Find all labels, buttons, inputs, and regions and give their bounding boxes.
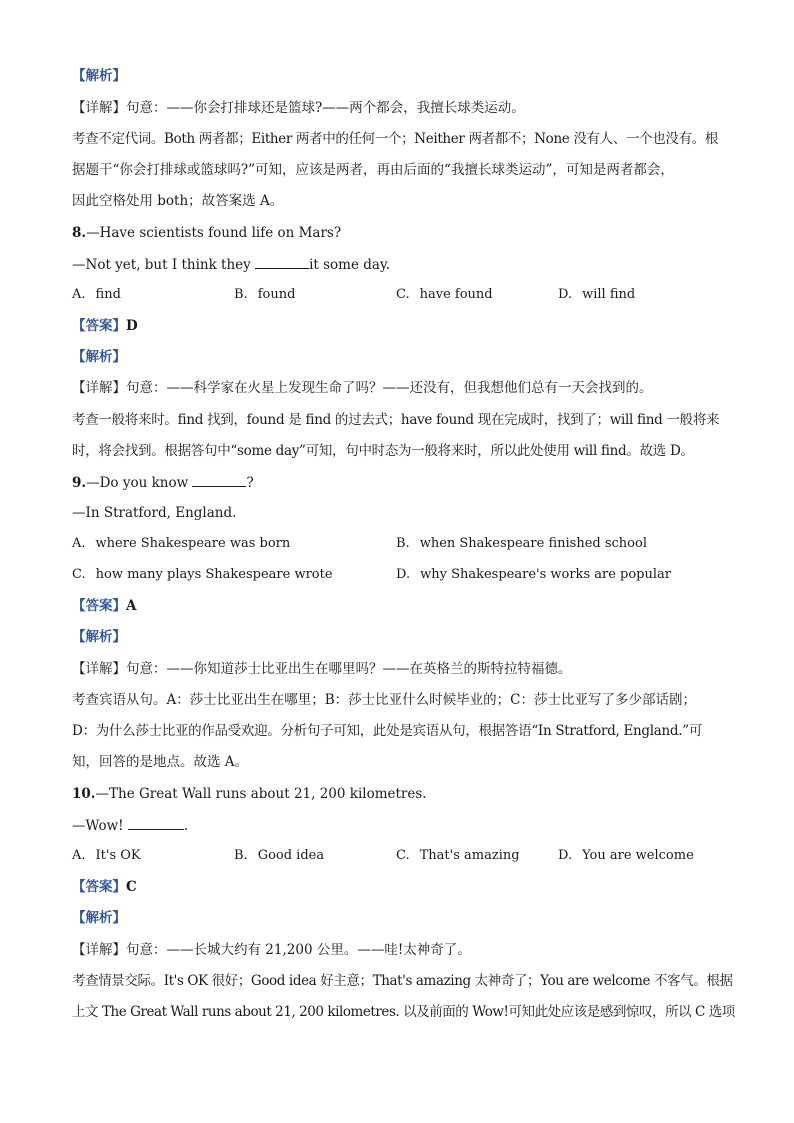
question-text: it some day.: [309, 257, 391, 273]
question-text: —Not yet, but I think they: [72, 257, 256, 273]
explanation-line: 考查一般将来时。find 找到，found 是 find 的过去式；have found 现在完成时，找到了；will find 一般将来: [72, 412, 720, 428]
explanation-line: 知，回答的是地点。故选 A。: [72, 754, 249, 770]
option-d: D. You are welcome: [558, 848, 694, 863]
question-stem: —In Stratford, England.: [72, 505, 237, 521]
option-b: B. when Shakespeare finished school: [396, 536, 647, 551]
question-text: —Wow!: [72, 818, 128, 834]
detail-line: 【详解】句意：——你会打排球还是篮球?——两个都会，我擅长球类运动。: [72, 100, 525, 116]
explanation-line: 考查情景交际。It's OK 很好；Good idea 好主意；That's amazing 太神奇了；You are welcome 不客气。根据: [72, 973, 733, 989]
answer-blank: [192, 472, 246, 487]
question-stem: [72, 815, 722, 836]
question-text: ?: [246, 475, 254, 491]
question-stem: [72, 223, 722, 243]
answer-line: [72, 596, 722, 616]
option-d: D. will find: [558, 287, 636, 302]
option-b: B. found: [234, 287, 296, 302]
question-text: —Have scientists found life on Mars?: [86, 225, 342, 241]
answer-line: [72, 877, 722, 897]
question-stem: [72, 784, 722, 804]
question-text: —Do you know: [86, 475, 193, 491]
explanation-line: 考查不定代词。Both 两者都；Either 两者中的任何一个；Neither 两者都不；None 没有人、一个也没有。根: [72, 131, 719, 147]
answer-blank: [128, 815, 184, 830]
answer-blank: [255, 254, 309, 269]
analysis-heading: 【解析】: [72, 910, 126, 926]
explanation-line: 因此空格处用 both；故答案选 A。: [72, 193, 284, 209]
answer-letter: C: [126, 879, 137, 895]
question-number: 9.: [72, 475, 87, 491]
question-number: 8.: [72, 225, 87, 241]
option-c: C. have found: [396, 287, 493, 302]
answer-line: [72, 316, 722, 336]
option-a: A. find: [72, 287, 121, 302]
analysis-heading: 【解析】: [72, 68, 126, 84]
answer-letter: D: [126, 318, 138, 334]
explanation-line: 上文 The Great Wall runs about 21, 200 kilometres. 以及前面的 Wow!可知此处应该是感到惊叹，所以 C 选项: [72, 1004, 735, 1020]
option-d: D. why Shakespeare's works are popular: [396, 567, 671, 582]
question-number: 10.: [72, 786, 96, 802]
option-b: B. Good idea: [234, 848, 325, 863]
answer-heading: 【答案】: [72, 598, 126, 614]
question-stem: [72, 254, 722, 275]
question-text: —The Great Wall runs about 21, 200 kilometres.: [95, 786, 427, 802]
explanation-line: 时，将会找到。根据答句中“some day”可知，句中时态为一般将来时，所以此处使用 will find。故选 D。: [72, 443, 694, 459]
question-stem: [72, 472, 722, 493]
explanation-line: 考查宾语从句。A：莎士比亚出生在哪里；B：莎士比亚什么时候毕业的；C：莎士比亚写了多少部话剧；: [72, 692, 696, 708]
detail-line: 【详解】句意：——你知道莎士比亚出生在哪里吗？——在英格兰的斯特拉特福德。: [72, 661, 572, 677]
explanation-line: D：为什么莎士比亚的作品受欢迎。分析句子可知，此处是宾语从句，根据答语“In Stratford, England.”可: [72, 723, 703, 739]
option-a: A. where Shakespeare was born: [72, 536, 291, 551]
option-c: C. how many plays Shakespeare wrote: [72, 567, 333, 582]
answer-letter: A: [126, 598, 137, 614]
detail-line: 【详解】句意：——长城大约有 21,200 公里。——哇!太神奇了。: [72, 942, 471, 958]
analysis-heading: 【解析】: [72, 629, 126, 645]
explanation-line: 据题干“你会打排球或篮球吗?”可知，应该是两者，再由后面的“我擅长球类运动”，可知是两者都会，: [72, 162, 674, 178]
option-c: C. That's amazing: [396, 848, 520, 863]
answer-heading: 【答案】: [72, 879, 126, 895]
question-text: .: [183, 818, 189, 834]
detail-line: 【详解】句意：——科学家在火星上发现生命了吗？——还没有，但我想他们总有一天会找到的。: [72, 380, 653, 396]
analysis-heading: 【解析】: [72, 349, 126, 365]
answer-heading: 【答案】: [72, 318, 126, 334]
option-a: A. It's OK: [72, 848, 141, 863]
